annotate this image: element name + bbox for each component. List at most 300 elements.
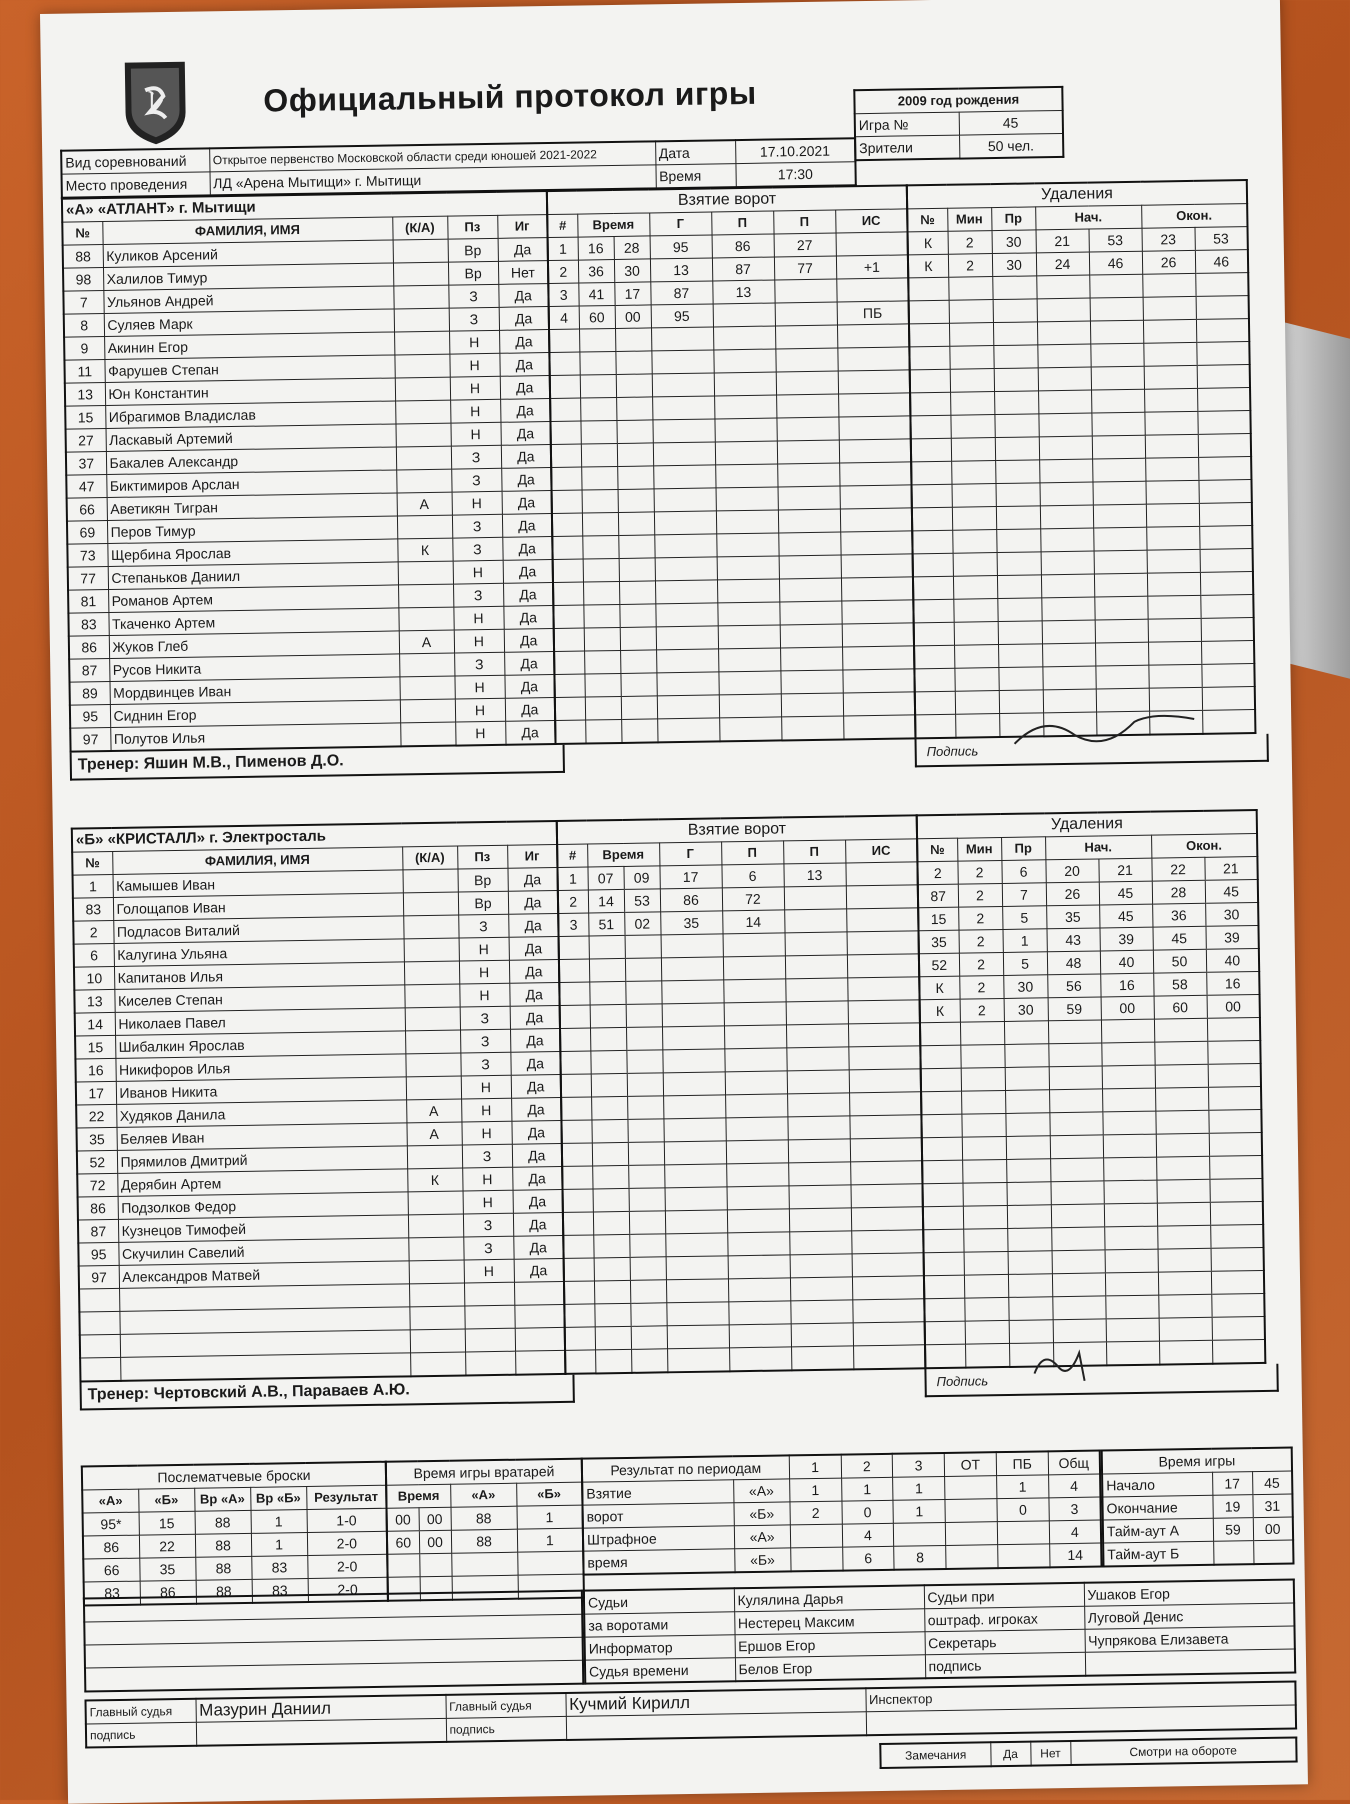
empty-cell — [1049, 1066, 1102, 1090]
game-time-cell: Начало — [1102, 1472, 1212, 1497]
goalie-time-cell: 1 — [517, 1528, 583, 1552]
empty-cell — [718, 671, 780, 695]
goal-min: 07 — [587, 866, 623, 890]
empty-cell — [1198, 434, 1251, 458]
player-position: З — [448, 284, 498, 308]
pen-min: 2 — [959, 929, 1003, 953]
team-b-goals-title: Взятие ворот — [557, 815, 917, 844]
player-name: Капитанов Илья — [114, 962, 404, 990]
pen-player: 87 — [918, 884, 958, 908]
empty-cell — [552, 536, 582, 559]
empty-cell — [963, 1228, 1007, 1252]
col-period-total: Общ — [1048, 1451, 1100, 1475]
empty-cell — [514, 1281, 564, 1305]
empty-cell — [1091, 389, 1144, 413]
empty-cell — [949, 300, 993, 324]
empty-cell — [616, 397, 652, 421]
empty-cell — [565, 1350, 595, 1374]
empty-cell — [850, 1161, 922, 1185]
goalie-time-row — [387, 1505, 583, 1531]
player-role — [394, 354, 449, 378]
empty-cell — [552, 490, 582, 513]
game-time-cell: 00 — [1253, 1517, 1293, 1541]
empty-cell — [852, 1276, 924, 1300]
empty-cell — [790, 1277, 852, 1301]
empty-cell — [1199, 526, 1252, 550]
player-role — [407, 1145, 462, 1169]
team-b-roster — [71, 820, 567, 1383]
empty-cell — [1196, 342, 1249, 366]
timekeeper-label: Судья времени — [585, 1658, 735, 1684]
empty-cell — [912, 530, 952, 554]
goalie-time-cell: 00 — [387, 1508, 419, 1531]
col-pen-no: № — [917, 838, 957, 862]
player-role: А — [406, 1099, 461, 1123]
officials-table — [583, 1578, 1296, 1684]
empty-cell — [847, 977, 919, 1001]
shootout-cell: 88 — [195, 1510, 251, 1534]
empty-cell — [661, 957, 723, 981]
empty-cell — [841, 600, 913, 624]
player-name: Сиднин Егор — [110, 700, 400, 728]
empty-cell — [948, 277, 992, 301]
empty-cell — [1049, 1089, 1102, 1113]
empty-cell — [719, 717, 781, 741]
player-number: 1 — [73, 874, 113, 898]
player-position: Н — [461, 1075, 511, 1099]
player-number: 97 — [70, 727, 110, 751]
empty-cell — [419, 1553, 451, 1576]
pen-end-sec: 30 — [1205, 902, 1258, 926]
empty-cell — [780, 647, 842, 671]
empty-cell — [618, 535, 654, 559]
empty-cell — [1104, 1226, 1157, 1250]
empty-cell — [1158, 1248, 1211, 1272]
player-position: З — [452, 537, 502, 561]
empty-cell — [1200, 549, 1253, 573]
col-pz: Пз — [447, 215, 497, 239]
empty-cell — [620, 627, 656, 651]
empty-cell — [849, 1069, 921, 1093]
empty-cell — [1008, 1251, 1052, 1275]
player-position: З — [451, 468, 501, 492]
player-played: Да — [500, 376, 550, 400]
empty-cell — [1048, 1043, 1101, 1067]
player-name: Халилов Тимур — [103, 263, 393, 291]
empty-cell — [550, 421, 580, 444]
player-position: Н — [450, 422, 500, 446]
shootout-cell: 1 — [251, 1509, 307, 1533]
venue: ЛД «Арена Мытищи» г. Мытищи — [210, 165, 656, 196]
empty-cell — [728, 1301, 790, 1325]
goal-sec: 30 — [614, 259, 650, 283]
empty-cell — [924, 1275, 964, 1299]
pen-reason: 30 — [992, 230, 1036, 254]
empty-cell — [1105, 1249, 1158, 1273]
empty-cell — [912, 484, 952, 508]
empty-cell — [1102, 1065, 1155, 1089]
player-position: З — [460, 1052, 510, 1076]
empty-cell — [1105, 1295, 1158, 1319]
shootout-cell: 95* — [83, 1512, 139, 1536]
player-role — [398, 584, 453, 608]
team-a-goals — [546, 184, 917, 745]
team-a-title: «А» «АТЛАНТ» г. Мытищи — [62, 191, 547, 222]
empty-cell — [664, 1164, 726, 1188]
player-played: Да — [501, 468, 551, 492]
goal-min: 60 — [579, 306, 615, 330]
empty-cell — [652, 396, 714, 420]
player-played: Да — [512, 1143, 562, 1167]
player-played: Да — [510, 1051, 560, 1075]
col-assist1: П — [721, 841, 783, 865]
empty-cell — [924, 1252, 964, 1276]
game-time-table — [1101, 1447, 1295, 1568]
empty-cell — [716, 487, 778, 511]
empty-cell — [997, 575, 1041, 599]
pen-player: 15 — [918, 907, 958, 931]
player-name: Дерябин Артем — [117, 1169, 407, 1197]
signature-mark — [1024, 1342, 1105, 1383]
empty-cell — [580, 397, 616, 421]
period-results — [581, 1450, 1103, 1576]
empty-cell — [920, 1022, 960, 1046]
empty-cell — [629, 1234, 665, 1258]
player-name: Скучилин Савелий — [118, 1238, 408, 1266]
empty-cell — [1154, 1018, 1207, 1042]
player-name: Подзолков Федор — [118, 1192, 408, 1220]
empty-cell — [788, 1162, 850, 1186]
goal-no: 3 — [558, 913, 588, 936]
secretary-sign-label: подпись — [925, 1652, 1085, 1678]
empty-cell — [663, 1095, 725, 1119]
empty-cell — [838, 393, 910, 417]
empty-cell — [549, 329, 579, 352]
player-played: Да — [510, 1028, 560, 1052]
empty-cell — [843, 715, 915, 740]
empty-cell — [555, 720, 585, 744]
remarks-table — [879, 1736, 1297, 1769]
chief2-sign-label: подпись — [446, 1716, 566, 1741]
empty-cell — [1207, 1017, 1260, 1041]
empty-cell — [1005, 1067, 1049, 1091]
player-played: Да — [499, 353, 549, 377]
col-period-so: ПБ — [996, 1451, 1048, 1475]
empty-cell — [550, 375, 580, 398]
pen-reason: 7 — [1002, 883, 1046, 907]
spectators: 50 чел. — [959, 133, 1063, 158]
game-info-table — [853, 86, 1064, 161]
empty-cell — [1040, 505, 1093, 529]
period-cell: 1 — [841, 1477, 893, 1501]
player-played: Нет — [498, 261, 548, 285]
player-number: 86 — [69, 635, 109, 659]
empty-cell — [922, 1183, 962, 1207]
col-ig: Иг — [507, 844, 557, 868]
player-name: Николаев Павел — [115, 1008, 405, 1036]
pen-end-sec: 40 — [1206, 948, 1259, 972]
empty-cell — [1037, 344, 1090, 368]
pen-min: 2 — [958, 884, 1002, 908]
goal-assist2 — [775, 302, 837, 326]
empty-cell — [717, 602, 779, 626]
pen-end-sec: 21 — [1204, 856, 1257, 880]
player-played: Да — [505, 720, 555, 744]
empty-cell — [1156, 1133, 1209, 1157]
goal-sec: 00 — [615, 305, 651, 329]
empty-cell — [714, 418, 776, 442]
empty-cell — [786, 1024, 848, 1048]
empty-cell — [1103, 1134, 1156, 1158]
player-played: Да — [511, 1097, 561, 1121]
empty-cell — [950, 392, 994, 416]
empty-cell — [579, 329, 615, 353]
empty-cell — [962, 1182, 1006, 1206]
empty-cell — [79, 1311, 119, 1335]
empty-cell — [1148, 664, 1201, 688]
pen-start-sec: 00 — [1101, 996, 1154, 1020]
empty-cell — [654, 534, 716, 558]
goals-label: Взятие — [582, 1480, 733, 1505]
player-role — [395, 423, 450, 447]
empty-cell — [615, 328, 651, 352]
chief-referees — [84, 1680, 1297, 1748]
game-time-row — [1103, 1540, 1293, 1566]
secretary-label: Секретарь — [925, 1629, 1085, 1655]
goal-scorer: 87 — [650, 281, 712, 305]
team-a-penalties — [906, 179, 1257, 739]
pen-start-min: 43 — [1046, 928, 1099, 952]
pen-end-min: 26 — [1142, 250, 1195, 274]
team-a-signature — [915, 734, 1269, 768]
player-number: 22 — [76, 1104, 116, 1128]
empty-cell — [1157, 1225, 1210, 1249]
empty-cell — [591, 1073, 627, 1097]
empty-cell — [662, 1003, 724, 1027]
empty-cell — [837, 324, 909, 348]
empty-cell — [1041, 574, 1094, 598]
chief2-signature — [566, 1712, 866, 1740]
player-role — [409, 1260, 464, 1284]
empty-cell — [925, 1321, 965, 1345]
empty-cell — [910, 415, 950, 439]
empty-cell — [714, 372, 776, 396]
empty-cell — [1042, 620, 1095, 644]
player-position: Н — [459, 937, 509, 961]
empty-cell — [786, 1001, 848, 1025]
empty-cell — [1007, 1205, 1051, 1229]
svg-text:ﾚ: ﾚ — [146, 83, 165, 124]
pen-reason: 30 — [1004, 998, 1048, 1022]
empty-cell — [1145, 457, 1198, 481]
empty-cell — [842, 646, 914, 670]
empty-cell — [1051, 1227, 1104, 1251]
player-name: Киселев Степан — [114, 985, 404, 1013]
empty-cell — [719, 694, 781, 718]
shootout-table — [81, 1461, 389, 1607]
empty-cell — [1197, 388, 1250, 412]
period-cell: 0 — [997, 1498, 1049, 1522]
goal-sec: 53 — [624, 889, 660, 913]
goal-sec: 02 — [624, 912, 660, 936]
player-played: Да — [499, 330, 549, 354]
goal-no: 1 — [557, 867, 587, 890]
player-number: 15 — [75, 1035, 115, 1059]
empty-cell — [853, 1322, 925, 1346]
col-period-3: 3 — [893, 1453, 945, 1477]
goal-judge-1: Кулялина Дарья — [734, 1585, 924, 1611]
empty-cell — [1207, 1040, 1260, 1064]
shootout-cell: 1-0 — [307, 1508, 387, 1532]
empty-cell — [657, 695, 719, 719]
empty-cell — [728, 1278, 790, 1302]
pen-player: 35 — [919, 930, 959, 954]
remarks-no: Нет — [1030, 1741, 1070, 1766]
player-role — [405, 1007, 460, 1031]
player-role — [394, 331, 449, 355]
empty-cell — [564, 1258, 594, 1281]
player-name: Суляев Марк — [104, 309, 394, 337]
goal-assist1: 6 — [721, 864, 783, 888]
team-b-sign-label: Подпись — [936, 1373, 989, 1390]
empty-cell — [1199, 503, 1252, 527]
empty-cell — [1103, 1157, 1156, 1181]
empty-cell — [729, 1347, 791, 1371]
player-number: 89 — [69, 681, 109, 705]
player-position: З — [460, 1029, 510, 1053]
secretary-signature — [1085, 1649, 1295, 1676]
empty-cell — [1052, 1250, 1105, 1274]
col-period-1: 1 — [789, 1455, 841, 1479]
empty-cell — [1038, 413, 1091, 437]
pen-end-sec: 46 — [1195, 250, 1248, 274]
empty-cell — [790, 1300, 852, 1324]
game-time-title: Время игры — [1102, 1448, 1292, 1474]
empty-cell — [965, 1343, 1009, 1367]
period-cell: 14 — [1049, 1543, 1101, 1567]
empty-cell — [994, 414, 1038, 438]
pen-player: 52 — [919, 953, 959, 977]
empty-cell — [1196, 319, 1249, 343]
period-cell — [790, 1524, 842, 1548]
goal-scorer: 95 — [650, 235, 712, 259]
empty-cell — [851, 1230, 923, 1254]
empty-cell — [950, 369, 994, 393]
empty-cell — [775, 325, 837, 349]
game-no: 45 — [959, 110, 1063, 135]
goal-situation — [836, 278, 908, 302]
player-number: 83 — [68, 612, 108, 636]
penalty-time-label: Штрафное — [583, 1526, 734, 1551]
player-number: 14 — [75, 1012, 115, 1036]
empty-cell — [1006, 1136, 1050, 1160]
empty-cell — [1158, 1294, 1211, 1318]
empty-cell — [590, 1004, 626, 1028]
goal-scorer: 35 — [660, 911, 722, 935]
empty-cell — [1050, 1158, 1103, 1182]
empty-cell — [786, 1047, 848, 1071]
empty-cell — [723, 933, 785, 957]
empty-cell — [626, 1050, 662, 1074]
chief1: Мазурин Даниил — [195, 1695, 445, 1722]
player-position: Н — [450, 399, 500, 423]
empty-cell — [1039, 459, 1092, 483]
player-played: Да — [508, 913, 558, 937]
empty-cell — [913, 576, 953, 600]
empty-cell — [630, 1303, 666, 1327]
penalty-time-label-2: время — [583, 1549, 734, 1575]
empty-cell — [1102, 1111, 1155, 1135]
player-played: Да — [508, 890, 558, 914]
team-a-roster — [61, 190, 557, 753]
empty-cell — [847, 931, 919, 955]
empty-cell — [994, 391, 1038, 415]
empty-cell — [592, 1165, 628, 1189]
goal-min: 36 — [578, 260, 614, 284]
goal-no: 3 — [548, 283, 578, 306]
empty-cell — [563, 1212, 593, 1235]
empty-cell — [563, 1189, 593, 1212]
player-name: Степаньков Даниил — [108, 562, 398, 590]
empty-cell — [726, 1140, 788, 1164]
empty-cell — [626, 1027, 662, 1051]
empty-cell — [995, 437, 1039, 461]
empty-cell — [1156, 1156, 1209, 1180]
player-position: Н — [453, 606, 503, 630]
period-cell — [790, 1547, 842, 1571]
empty-cell — [723, 956, 785, 980]
empty-cell — [661, 934, 723, 958]
empty-cell — [594, 1257, 630, 1281]
pen-min: 2 — [959, 952, 1003, 976]
player-name: Биктимиров Арслан — [106, 470, 396, 498]
empty-cell — [625, 958, 661, 982]
col-period-ot: ОТ — [944, 1452, 996, 1476]
goalie-time-cell: 88 — [451, 1529, 517, 1553]
empty-cell — [951, 461, 995, 485]
game-time-cell: 31 — [1252, 1494, 1292, 1518]
goal-sec: 17 — [614, 282, 650, 306]
empty-cell — [1201, 641, 1254, 665]
empty-cell — [851, 1207, 923, 1231]
empty-cell — [1197, 411, 1250, 435]
empty-cell — [553, 605, 583, 628]
empty-cell — [1102, 1088, 1155, 1112]
empty-cell — [962, 1136, 1006, 1160]
player-played: Да — [502, 537, 552, 561]
player-role — [396, 469, 451, 493]
empty-cell — [997, 598, 1041, 622]
player-role — [399, 676, 454, 700]
empty-cell — [1154, 1041, 1207, 1065]
empty-cell — [713, 349, 775, 373]
player-name: Александров Матвей — [119, 1261, 409, 1289]
empty-cell — [1196, 296, 1249, 320]
pen-end-min: 28 — [1152, 880, 1205, 904]
pen-end-sec: 45 — [1205, 879, 1258, 903]
empty-cell — [590, 1050, 626, 1074]
player-number: 6 — [74, 943, 114, 967]
empty-cell — [579, 352, 615, 376]
empty-cell — [620, 673, 656, 697]
shootout-cell: 88 — [195, 1533, 251, 1557]
empty-cell — [1004, 1044, 1048, 1068]
player-name: Ткаченко Артем — [108, 608, 398, 636]
pen-player: 2 — [917, 861, 957, 885]
empty-cell — [617, 443, 653, 467]
period-cell: 4 — [1048, 1474, 1100, 1498]
col-pen-end: Окон. — [1151, 833, 1257, 858]
